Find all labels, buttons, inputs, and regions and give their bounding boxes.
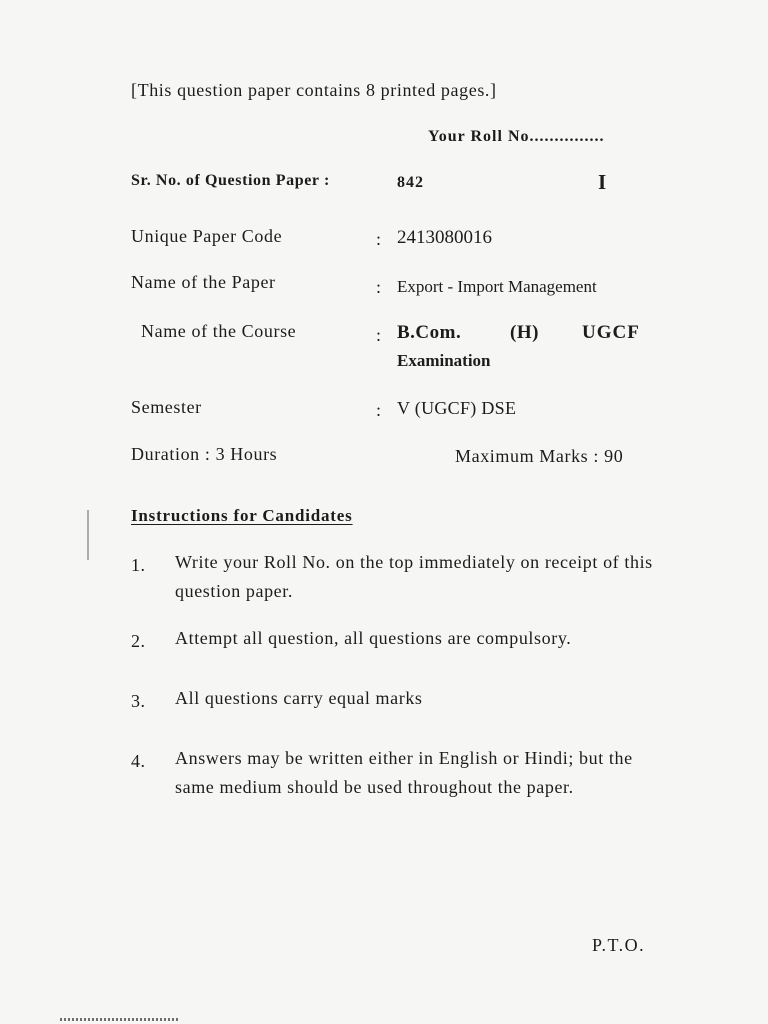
separator: : bbox=[376, 325, 382, 345]
scan-edge-artifact bbox=[60, 1018, 180, 1021]
paper-name-label: Name of the Paper bbox=[131, 272, 276, 292]
semester-value: V (UGCF) DSE bbox=[397, 398, 517, 418]
instruction-number: 3. bbox=[131, 691, 146, 711]
course-name-value: B.Com. bbox=[397, 322, 462, 343]
instruction-number: 4. bbox=[131, 751, 146, 771]
maximum-marks: Maximum Marks : 90 bbox=[455, 446, 624, 466]
header-note: [This question paper contains 8 printed pages.] bbox=[131, 80, 497, 100]
course-name-value-hons: (H) bbox=[510, 322, 539, 343]
paper-name-value: Export - Import Management bbox=[397, 277, 597, 296]
semester-label: Semester bbox=[131, 397, 202, 417]
unique-paper-code-value: 2413080016 bbox=[397, 227, 492, 248]
instruction-item: Write your Roll No. on the top immediately on receipt of this question paper. bbox=[175, 552, 653, 601]
roll-no-field: Your Roll No............... bbox=[428, 128, 605, 145]
instruction-item: Attempt all question, all questions are compulsory. bbox=[175, 628, 572, 648]
scan-artifact bbox=[87, 510, 89, 560]
paper-set-code: I bbox=[598, 170, 607, 194]
sr-no-label: Sr. No. of Question Paper : bbox=[131, 172, 330, 189]
instructions-heading: Instructions for Candidates bbox=[131, 506, 353, 525]
course-name-label: Name of the Course bbox=[141, 321, 297, 341]
separator: : bbox=[376, 400, 382, 420]
sr-no-value: 842 bbox=[397, 174, 424, 191]
separator: : bbox=[376, 229, 382, 249]
instruction-item: All questions carry equal marks bbox=[175, 688, 423, 708]
instruction-item: Answers may be written either in English or Hindi; but the same medium should be used throughout the paper. bbox=[175, 748, 633, 797]
course-name-value-examination: Examination bbox=[397, 351, 491, 370]
instruction-number: 2. bbox=[131, 631, 146, 651]
unique-paper-code-label: Unique Paper Code bbox=[131, 226, 283, 246]
page-turn-note: P.T.O. bbox=[592, 935, 646, 955]
course-name-value-ugcf: UGCF bbox=[582, 322, 640, 343]
instruction-number: 1. bbox=[131, 555, 146, 575]
separator: : bbox=[376, 277, 382, 297]
duration: Duration : 3 Hours bbox=[131, 444, 278, 464]
